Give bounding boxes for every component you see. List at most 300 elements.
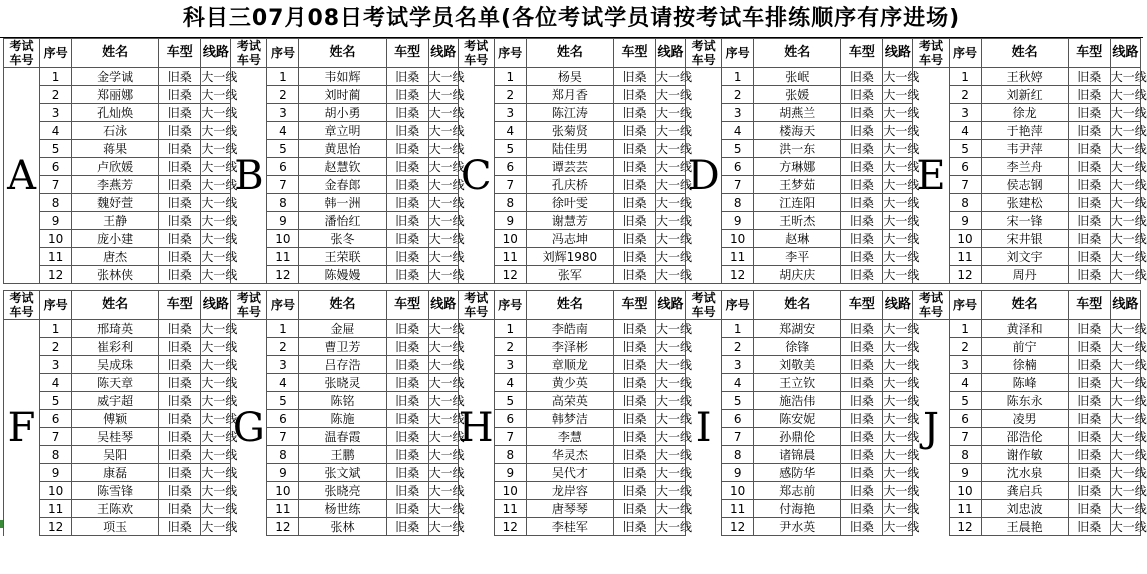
type-cell: 旧桑: [1068, 266, 1110, 284]
seq-cell: 11: [494, 500, 526, 518]
type-cell: 旧桑: [386, 176, 428, 194]
route-cell: 大一线: [883, 177, 920, 192]
name-cell: 蒋果: [72, 140, 159, 158]
route-cell: 大一线: [1110, 177, 1147, 192]
route-cell: 大一线: [1110, 87, 1147, 102]
seq-cell: 2: [40, 338, 72, 356]
route-cell: 大一线: [656, 429, 693, 444]
name-cell: 唐杰: [72, 248, 159, 266]
name-cell: 卢欣媛: [72, 158, 159, 176]
table-row: [4, 68, 1141, 86]
seq-cell: 1: [722, 320, 754, 338]
name-cell: 沈水泉: [981, 464, 1068, 482]
name-cell: 张军: [526, 266, 613, 284]
name-cell: 张林侠: [72, 266, 159, 284]
name-cell: 于艳萍: [981, 122, 1068, 140]
seq-cell: 2: [949, 86, 981, 104]
name-cell: 邵浩伦: [981, 428, 1068, 446]
route-cell: 大一线: [883, 357, 920, 372]
seq-cell: 3: [40, 356, 72, 374]
header-seq: 序号: [949, 291, 981, 320]
name-cell: 陈天章: [72, 374, 159, 392]
name-cell: 刘时蔺: [299, 86, 386, 104]
type-cell: 旧桑: [386, 320, 428, 338]
name-cell: 刘辉1980: [526, 248, 613, 266]
seq-cell: 7: [40, 176, 72, 194]
name-cell: 谢慧芳: [526, 212, 613, 230]
header-seq: 序号: [722, 39, 754, 68]
name-cell: 王静: [72, 212, 159, 230]
seq-cell: 10: [267, 230, 299, 248]
seq-cell: 11: [722, 500, 754, 518]
seq-cell: 5: [40, 140, 72, 158]
route-cell: 大一线: [428, 501, 465, 516]
route-cell: 大一线: [1110, 375, 1147, 390]
type-cell: 旧桑: [841, 518, 883, 536]
seq-cell: 9: [494, 212, 526, 230]
name-cell: 方琳娜: [754, 158, 841, 176]
route-cell: 大一线: [656, 357, 693, 372]
seq-cell: 10: [40, 482, 72, 500]
route-cell: 大一线: [1110, 69, 1147, 84]
route-cell: 大一线: [883, 141, 920, 156]
table-row: [4, 410, 1141, 428]
route-cell: 大一线: [201, 123, 238, 138]
seq-cell: 5: [949, 392, 981, 410]
name-cell: 王梦茹: [754, 176, 841, 194]
name-cell: 潘怡红: [299, 212, 386, 230]
type-cell: 旧桑: [613, 356, 655, 374]
seq-cell: 3: [949, 356, 981, 374]
route-cell: 大一线: [656, 393, 693, 408]
seq-cell: 6: [267, 410, 299, 428]
seq-cell: 7: [722, 176, 754, 194]
header-type: 车型: [159, 291, 201, 320]
route-cell: 大一线: [1110, 465, 1147, 480]
header-name: 姓名: [754, 39, 841, 68]
route-cell: 大一线: [656, 339, 693, 354]
type-cell: 旧桑: [1068, 104, 1110, 122]
route-cell: 大一线: [428, 339, 465, 354]
type-cell: 旧桑: [386, 464, 428, 482]
name-cell: 张文斌: [299, 464, 386, 482]
seq-cell: 5: [267, 392, 299, 410]
route-cell: 大一线: [1110, 393, 1147, 408]
name-cell: 华灵杰: [526, 446, 613, 464]
type-cell: 旧桑: [1068, 194, 1110, 212]
name-cell: 张晓亮: [299, 482, 386, 500]
seq-cell: 1: [40, 320, 72, 338]
page-title: 科目三07月08日考试学员名单(各位考试学员请按考试车排练顺序有序进场): [0, 0, 1143, 38]
type-cell: 旧桑: [386, 194, 428, 212]
type-cell: 旧桑: [386, 338, 428, 356]
header-route: 线路: [201, 39, 231, 68]
route-cell: 大一线: [428, 411, 465, 426]
type-cell: 旧桑: [613, 482, 655, 500]
seq-cell: 4: [722, 374, 754, 392]
route-cell: 大一线: [883, 69, 920, 84]
route-cell: 大一线: [883, 501, 920, 516]
route-cell: 大一线: [428, 231, 465, 246]
name-cell: 谢作敏: [981, 446, 1068, 464]
name-cell: 傅颖: [72, 410, 159, 428]
seq-cell: 10: [722, 230, 754, 248]
header-seq: 序号: [40, 39, 72, 68]
name-cell: 孙鼎伦: [754, 428, 841, 446]
name-cell: 陈峰: [981, 374, 1068, 392]
route-cell: 大一线: [656, 447, 693, 462]
name-cell: 陈安妮: [754, 410, 841, 428]
seq-cell: 12: [722, 266, 754, 284]
seq-cell: 7: [722, 428, 754, 446]
type-cell: 旧桑: [159, 122, 201, 140]
table-row: [4, 446, 1141, 464]
header-type: 车型: [613, 39, 655, 68]
name-cell: 石泳: [72, 122, 159, 140]
type-cell: 旧桑: [159, 428, 201, 446]
header-name: 姓名: [299, 291, 386, 320]
type-cell: 旧桑: [613, 248, 655, 266]
seq-cell: 7: [949, 428, 981, 446]
type-cell: 旧桑: [613, 230, 655, 248]
name-cell: 李兰舟: [981, 158, 1068, 176]
name-cell: 杨世练: [299, 500, 386, 518]
type-cell: 旧桑: [841, 428, 883, 446]
route-cell: 大一线: [883, 249, 920, 264]
route-cell: 大一线: [656, 267, 693, 282]
type-cell: 旧桑: [841, 248, 883, 266]
type-cell: 旧桑: [613, 68, 655, 86]
header-name: 姓名: [299, 39, 386, 68]
name-cell: 李桂军: [526, 518, 613, 536]
name-cell: 金屉: [299, 320, 386, 338]
route-cell: 大一线: [1110, 105, 1147, 120]
route-cell: 大一线: [1110, 231, 1147, 246]
type-cell: 旧桑: [841, 374, 883, 392]
name-cell: 龙岸容: [526, 482, 613, 500]
header-seq: 序号: [949, 39, 981, 68]
name-cell: 刘敬美: [754, 356, 841, 374]
name-cell: 陈雪锋: [72, 482, 159, 500]
seq-cell: 6: [494, 410, 526, 428]
route-cell: 大一线: [428, 213, 465, 228]
type-cell: 旧桑: [386, 482, 428, 500]
table-row: [4, 428, 1141, 446]
table-row: [4, 338, 1141, 356]
seq-cell: 9: [722, 464, 754, 482]
seq-cell: 4: [494, 122, 526, 140]
route-cell: 大一线: [1110, 429, 1147, 444]
type-cell: 旧桑: [386, 518, 428, 536]
table-row: [4, 356, 1141, 374]
header-type: 车型: [841, 39, 883, 68]
seq-cell: 9: [40, 212, 72, 230]
route-cell: 大一线: [656, 519, 693, 534]
route-cell: 大一线: [428, 519, 465, 534]
route-cell: 大一线: [428, 195, 465, 210]
seq-cell: 2: [949, 338, 981, 356]
header-name: 姓名: [526, 291, 613, 320]
header-route: 线路: [201, 291, 231, 320]
route-cell: 大一线: [1110, 195, 1147, 210]
name-cell: 李平: [754, 248, 841, 266]
name-cell: 陈铭: [299, 392, 386, 410]
route-cell: 大一线: [428, 465, 465, 480]
type-cell: 旧桑: [613, 374, 655, 392]
seq-cell: 5: [494, 140, 526, 158]
seq-cell: 8: [40, 446, 72, 464]
table-row: [4, 320, 1141, 338]
route-cell: 大一线: [201, 465, 238, 480]
block-separator: [4, 284, 1141, 291]
name-cell: 韩一洲: [299, 194, 386, 212]
name-cell: 宋井银: [981, 230, 1068, 248]
roster-grid: [3, 38, 1147, 574]
type-cell: 旧桑: [386, 122, 428, 140]
name-cell: 王晨艳: [981, 518, 1068, 536]
name-cell: 郑志前: [754, 482, 841, 500]
route-cell: 大一线: [428, 267, 465, 282]
seq-cell: 4: [40, 374, 72, 392]
header-type: 车型: [841, 291, 883, 320]
car-letter: H: [458, 320, 494, 536]
type-cell: 旧桑: [159, 338, 201, 356]
type-cell: 旧桑: [159, 176, 201, 194]
type-cell: 旧桑: [613, 428, 655, 446]
name-cell: 前宁: [981, 338, 1068, 356]
type-cell: 旧桑: [841, 266, 883, 284]
seq-cell: 2: [722, 338, 754, 356]
table-row: [4, 464, 1141, 482]
header-type: 车型: [159, 39, 201, 68]
car-letter: G: [231, 320, 267, 536]
route-cell: 大一线: [428, 105, 465, 120]
route-cell: 大一线: [883, 123, 920, 138]
seq-cell: 12: [267, 518, 299, 536]
type-cell: 旧桑: [159, 518, 201, 536]
name-cell: 周丹: [981, 266, 1068, 284]
header-route: 线路: [656, 291, 686, 320]
seq-cell: 12: [949, 266, 981, 284]
route-cell: 大一线: [656, 465, 693, 480]
route-cell: 大一线: [1110, 447, 1147, 462]
seq-cell: 6: [40, 158, 72, 176]
name-cell: 孔庆桥: [526, 176, 613, 194]
type-cell: 旧桑: [386, 446, 428, 464]
seq-cell: 11: [40, 248, 72, 266]
table-row: [4, 374, 1141, 392]
type-cell: 旧桑: [386, 410, 428, 428]
seq-cell: 8: [267, 446, 299, 464]
name-cell: 徐龙: [981, 104, 1068, 122]
route-cell: 大一线: [883, 213, 920, 228]
route-cell: 大一线: [1110, 123, 1147, 138]
table-row: [4, 104, 1141, 122]
route-cell: 大一线: [428, 483, 465, 498]
seq-cell: 2: [40, 86, 72, 104]
name-cell: 楼海天: [754, 122, 841, 140]
type-cell: 旧桑: [159, 374, 201, 392]
type-cell: 旧桑: [159, 392, 201, 410]
seq-cell: 12: [722, 518, 754, 536]
type-cell: 旧桑: [1068, 320, 1110, 338]
name-cell: 张岷: [754, 68, 841, 86]
type-cell: 旧桑: [841, 176, 883, 194]
seq-cell: 9: [40, 464, 72, 482]
route-cell: 大一线: [1110, 267, 1147, 282]
car-letter: E: [913, 68, 949, 284]
route-cell: 大一线: [201, 339, 238, 354]
seq-cell: 10: [949, 482, 981, 500]
type-cell: 旧桑: [1068, 140, 1110, 158]
header-seq: 序号: [722, 291, 754, 320]
seq-cell: 8: [949, 194, 981, 212]
name-cell: 韦如辉: [299, 68, 386, 86]
type-cell: 旧桑: [159, 140, 201, 158]
type-cell: 旧桑: [386, 266, 428, 284]
route-cell: 大一线: [1110, 357, 1147, 372]
type-cell: 旧桑: [159, 266, 201, 284]
seq-cell: 2: [494, 86, 526, 104]
seq-cell: 11: [267, 248, 299, 266]
type-cell: 旧桑: [386, 356, 428, 374]
seq-cell: 3: [267, 356, 299, 374]
route-cell: 大一线: [428, 141, 465, 156]
route-cell: 大一线: [428, 375, 465, 390]
name-cell: 张菊贤: [526, 122, 613, 140]
type-cell: 旧桑: [613, 320, 655, 338]
name-cell: 吴代才: [526, 464, 613, 482]
seq-cell: 11: [949, 248, 981, 266]
type-cell: 旧桑: [841, 140, 883, 158]
car-letter: F: [4, 320, 40, 536]
name-cell: 陈施: [299, 410, 386, 428]
seq-cell: 1: [267, 320, 299, 338]
seq-cell: 5: [494, 392, 526, 410]
name-cell: 高荣英: [526, 392, 613, 410]
name-cell: 王立钦: [754, 374, 841, 392]
seq-cell: 10: [949, 230, 981, 248]
route-cell: 大一线: [1110, 159, 1147, 174]
name-cell: 金学诚: [72, 68, 159, 86]
name-cell: 赵琳: [754, 230, 841, 248]
route-cell: 大一线: [883, 231, 920, 246]
name-cell: 胡小勇: [299, 104, 386, 122]
type-cell: 旧桑: [1068, 338, 1110, 356]
seq-cell: 6: [267, 158, 299, 176]
seq-cell: 2: [722, 86, 754, 104]
header-car: 考试车号: [913, 291, 949, 320]
name-cell: 章立明: [299, 122, 386, 140]
seq-cell: 8: [40, 194, 72, 212]
type-cell: 旧桑: [613, 392, 655, 410]
route-cell: 大一线: [883, 429, 920, 444]
name-cell: 黄泽和: [981, 320, 1068, 338]
name-cell: 王荣联: [299, 248, 386, 266]
type-cell: 旧桑: [159, 212, 201, 230]
name-cell: 李皓南: [526, 320, 613, 338]
route-cell: 大一线: [201, 357, 238, 372]
route-cell: 大一线: [883, 159, 920, 174]
seq-cell: 11: [267, 500, 299, 518]
seq-cell: 3: [949, 104, 981, 122]
seq-cell: 7: [267, 176, 299, 194]
seq-cell: 10: [40, 230, 72, 248]
name-cell: 诸锦晨: [754, 446, 841, 464]
type-cell: 旧桑: [613, 104, 655, 122]
name-cell: 胡燕兰: [754, 104, 841, 122]
name-cell: 陈江涛: [526, 104, 613, 122]
route-cell: 大一线: [656, 177, 693, 192]
name-cell: 侯志钢: [981, 176, 1068, 194]
seq-cell: 3: [722, 104, 754, 122]
header-route: 线路: [428, 39, 458, 68]
type-cell: 旧桑: [386, 104, 428, 122]
name-cell: 付海艳: [754, 500, 841, 518]
table-row: [4, 482, 1141, 500]
name-cell: 魏妤萱: [72, 194, 159, 212]
seq-cell: 7: [949, 176, 981, 194]
name-cell: 龚启兵: [981, 482, 1068, 500]
seq-cell: 4: [40, 122, 72, 140]
route-cell: 大一线: [201, 87, 238, 102]
route-cell: 大一线: [428, 177, 465, 192]
seq-cell: 3: [494, 104, 526, 122]
seq-cell: 9: [267, 464, 299, 482]
seq-cell: 8: [722, 446, 754, 464]
type-cell: 旧桑: [386, 428, 428, 446]
type-cell: 旧桑: [1068, 464, 1110, 482]
type-cell: 旧桑: [841, 194, 883, 212]
name-cell: 吕存浩: [299, 356, 386, 374]
route-cell: 大一线: [201, 213, 238, 228]
name-cell: 胡庆庆: [754, 266, 841, 284]
type-cell: 旧桑: [159, 86, 201, 104]
table-row: [4, 266, 1141, 284]
seq-cell: 7: [267, 428, 299, 446]
seq-cell: 9: [267, 212, 299, 230]
name-cell: 陈嫚嫚: [299, 266, 386, 284]
table-row: [4, 176, 1141, 194]
type-cell: 旧桑: [613, 212, 655, 230]
type-cell: 旧桑: [159, 104, 201, 122]
type-cell: 旧桑: [841, 68, 883, 86]
name-cell: 张晓灵: [299, 374, 386, 392]
route-cell: 大一线: [656, 249, 693, 264]
name-cell: 刘忠波: [981, 500, 1068, 518]
type-cell: 旧桑: [613, 446, 655, 464]
name-cell: 郑丽娜: [72, 86, 159, 104]
route-cell: 大一线: [428, 321, 465, 336]
name-cell: 温春霞: [299, 428, 386, 446]
route-cell: 大一线: [883, 375, 920, 390]
name-cell: 尹水英: [754, 518, 841, 536]
route-cell: 大一线: [201, 375, 238, 390]
type-cell: 旧桑: [1068, 356, 1110, 374]
route-cell: 大一线: [883, 321, 920, 336]
route-cell: 大一线: [201, 393, 238, 408]
name-cell: 江连阳: [754, 194, 841, 212]
route-cell: 大一线: [201, 105, 238, 120]
type-cell: 旧桑: [1068, 374, 1110, 392]
type-cell: 旧桑: [841, 356, 883, 374]
route-cell: 大一线: [1110, 141, 1147, 156]
seq-cell: 5: [40, 392, 72, 410]
seq-cell: 7: [494, 176, 526, 194]
route-cell: 大一线: [656, 231, 693, 246]
type-cell: 旧桑: [159, 482, 201, 500]
name-cell: 孔灿焕: [72, 104, 159, 122]
